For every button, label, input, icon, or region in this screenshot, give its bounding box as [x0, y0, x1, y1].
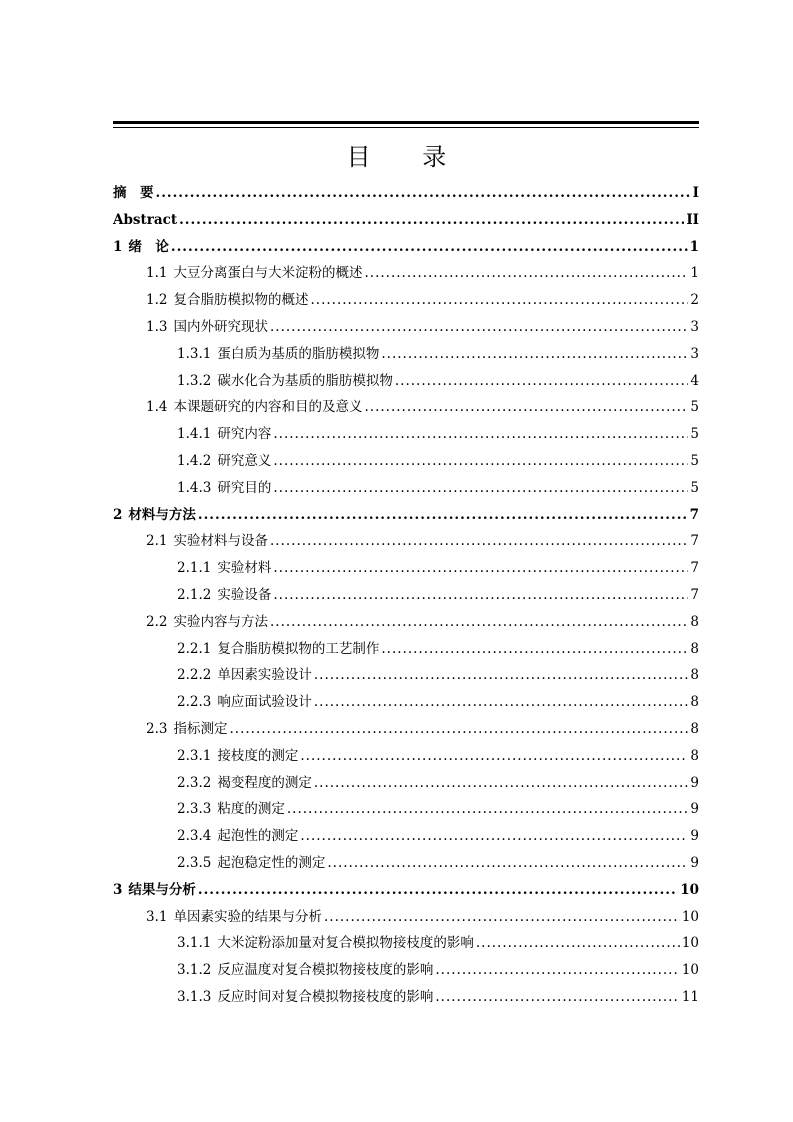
toc-entry-number: 2.2.1: [177, 640, 212, 657]
toc-entry-page-number: 2: [690, 292, 699, 309]
toc-dot-leader: [314, 665, 689, 685]
toc-entry-title: 研究意义: [217, 453, 272, 469]
toc-entry-title: 大豆分离蛋白与大米淀粉的概述: [173, 265, 363, 282]
toc-entry[interactable]: [113, 210, 699, 230]
toc-entry-title: 复合脂肪模拟物的工艺制作: [217, 640, 380, 657]
toc-dot-leader: [270, 531, 688, 551]
toc-entry[interactable]: [113, 505, 699, 525]
toc-entry-page-number: 3: [690, 345, 699, 362]
toc-entry[interactable]: [113, 183, 699, 203]
toc-dot-leader: [287, 799, 689, 819]
toc-entry-title: 实验材料: [217, 560, 272, 577]
toc-entry[interactable]: [177, 960, 699, 980]
toc-entry-page-number: I: [692, 185, 699, 201]
toc-entry[interactable]: [177, 773, 699, 793]
toc-entry[interactable]: [146, 263, 699, 283]
toc-entry-number: 1.1: [146, 265, 168, 282]
toc-dot-leader: [381, 344, 688, 364]
toc-entry[interactable]: [177, 853, 699, 873]
toc-entry-title: 反应温度对复合模拟物接枝度的影响: [217, 962, 434, 979]
toc-entry-number: 1.4.2: [177, 453, 212, 469]
toc-entry-title: 国内外研究现状: [173, 319, 268, 335]
toc-entry-title: 单因素实验的结果与分析: [173, 908, 322, 925]
toc-entry[interactable]: [177, 478, 699, 498]
toc-entry-page-number: 8: [690, 694, 699, 711]
toc-entry-title: 复合脂肪模拟物的概述: [173, 292, 309, 309]
toc-entry[interactable]: [146, 317, 699, 337]
toc-entry-title: 指标测定: [173, 721, 228, 737]
toc-entry[interactable]: [177, 746, 699, 766]
toc-entry-number: 1.3: [146, 319, 168, 335]
toc-entry[interactable]: [146, 397, 699, 417]
toc-entry-page-number: 8: [690, 747, 699, 764]
toc-entry-title: 摘 要: [113, 185, 154, 201]
toc-entry-number: 2: [113, 506, 123, 523]
toc-dot-leader: [273, 558, 688, 578]
toc-entry[interactable]: [113, 237, 699, 257]
toc-dot-leader: [435, 960, 679, 980]
toc-entry-page-number: 8: [690, 721, 699, 737]
toc-dot-leader: [395, 371, 689, 391]
toc-entry-number: 2.3.4: [177, 828, 212, 845]
toc-dot-leader: [179, 210, 684, 230]
toc-entry-number: 2.3: [146, 721, 168, 737]
toc-entry-page-number: 8: [690, 613, 699, 630]
toc-entry-number: 2.3.2: [177, 774, 212, 791]
toc-entry-page-number: 5: [690, 426, 699, 443]
toc-entry-title: 褐变程度的测定: [217, 774, 312, 791]
toc-entry-page-number: 11: [681, 989, 699, 1005]
toc-entry-title: 研究内容: [217, 426, 272, 443]
toc-entry-number: 2.2: [146, 613, 168, 630]
toc-entry-title: 绪 论: [128, 238, 169, 255]
toc-entry-number: 1: [113, 238, 123, 255]
toc-dot-leader: [381, 639, 688, 659]
toc-entry-title: 碳水化合为基质的脂肪模拟物: [217, 372, 393, 389]
toc-entry[interactable]: [146, 612, 699, 632]
toc-dot-leader: [327, 853, 688, 873]
toc-dot-leader: [300, 826, 688, 846]
toc-entry-number: 2.1.1: [177, 560, 212, 577]
toc-dot-leader: [314, 773, 689, 793]
toc-entry-number: 3.1.1: [177, 935, 212, 952]
toc-entry-title: 实验设备: [217, 587, 272, 603]
toc-entry-title: 单因素实验设计: [217, 667, 312, 684]
toc-entry-page-number: 7: [690, 560, 699, 577]
toc-entry-page-number: 10: [681, 962, 699, 979]
toc-entry-page-number: 9: [690, 774, 699, 791]
toc-entry[interactable]: [177, 371, 699, 391]
toc-dot-leader: [476, 933, 680, 953]
toc-entry-number: 2.2.2: [177, 667, 212, 684]
toc-entry-title: 实验内容与方法: [173, 613, 268, 630]
toc-entry-number: 2.3.3: [177, 801, 212, 818]
toc-dot-leader: [273, 451, 688, 471]
toc-entry-page-number: 10: [680, 881, 699, 898]
toc-entry-page-number: 5: [690, 399, 699, 416]
toc-dot-leader: [198, 880, 678, 900]
toc-entry-number: 1.4.3: [177, 479, 212, 496]
page-title: 目 录: [346, 143, 469, 171]
toc-entry-number: 1.2: [146, 292, 168, 309]
toc-entry-number: 1.4.1: [177, 426, 212, 443]
toc-entry[interactable]: [177, 451, 699, 471]
toc-entry-number: 2.1: [146, 533, 168, 550]
toc-entry-page-number: 1: [690, 265, 699, 282]
toc-entry-number: 2.3.5: [177, 855, 212, 871]
toc-entry-title: 大米淀粉添加量对复合模拟物接枝度的影响: [217, 935, 474, 952]
toc-entry[interactable]: [177, 665, 699, 685]
toc-entry-number: 1.3.1: [177, 345, 212, 362]
toc-entry[interactable]: [177, 826, 699, 846]
toc-entry-title: 起泡性的测定: [217, 828, 299, 845]
toc-entry-number: 1.3.2: [177, 372, 212, 389]
toc-entry[interactable]: [177, 344, 699, 364]
toc-dot-leader: [270, 612, 688, 632]
header-rule-thin: [113, 127, 699, 128]
toc-entry-title: 结果与分析: [128, 881, 196, 898]
toc-entry-page-number: 10: [681, 908, 699, 925]
toc-entry-page-number: 7: [690, 587, 699, 603]
toc-entry-page-number: 8: [690, 640, 699, 657]
header-rule-thick: [113, 121, 699, 124]
toc-entry[interactable]: [177, 585, 699, 605]
toc-entry[interactable]: [146, 719, 699, 739]
toc-dot-leader: [300, 746, 688, 766]
toc-entry-page-number: 5: [690, 479, 699, 496]
toc-entry-page-number: 5: [690, 453, 699, 469]
toc-dot-leader: [229, 719, 688, 739]
toc-entry[interactable]: [177, 987, 699, 1007]
toc-dot-leader: [364, 263, 688, 283]
toc-entry-page-number: 1: [689, 238, 699, 255]
toc-entry-title: 实验材料与设备: [173, 533, 268, 550]
toc-dot-leader: [314, 692, 689, 712]
toc-dot-leader: [273, 478, 688, 498]
toc-entry-number: 2.2.3: [177, 694, 212, 711]
toc-entry-title: 起泡稳定性的测定: [217, 855, 326, 871]
toc-entry-title: 粘度的测定: [217, 801, 285, 818]
toc-entry[interactable]: [177, 933, 699, 953]
toc-entry-page-number: 7: [690, 533, 699, 550]
toc-dot-leader: [310, 290, 688, 310]
toc-dot-leader: [435, 987, 679, 1007]
toc-entry[interactable]: [146, 531, 699, 551]
toc-entry-title: 本课题研究的内容和目的及意义: [173, 399, 363, 416]
toc-dot-leader: [198, 505, 688, 525]
toc-dot-leader: [324, 907, 680, 927]
toc-entry-page-number: 9: [690, 801, 699, 818]
toc-entry-page-number: 7: [689, 506, 699, 523]
toc-entry-title: 反应时间对复合模拟物接枝度的影响: [217, 989, 434, 1005]
toc-dot-leader: [156, 183, 691, 203]
toc-entry-title: 材料与方法: [128, 506, 196, 523]
toc-entry-page-number: II: [686, 211, 699, 228]
toc-entry-title: Abstract: [113, 211, 178, 228]
toc-entry-number: 3: [113, 881, 123, 898]
toc-entry-title: 蛋白质为基质的脂肪模拟物: [217, 345, 380, 362]
toc-entry[interactable]: [177, 558, 699, 578]
toc-entry-number: 2.3.1: [177, 747, 212, 764]
toc-entry[interactable]: [146, 907, 699, 927]
toc-entry[interactable]: [177, 692, 699, 712]
toc-entry[interactable]: [177, 424, 699, 444]
toc-entry-page-number: 4: [690, 372, 699, 389]
toc-entry[interactable]: [146, 290, 699, 310]
toc-entry[interactable]: [177, 799, 699, 819]
toc-dot-leader: [364, 397, 688, 417]
toc-dot-leader: [273, 424, 688, 444]
toc-dot-leader: [171, 237, 688, 257]
toc-entry-title: 响应面试验设计: [217, 694, 312, 711]
toc-entry-title: 研究目的: [217, 479, 272, 496]
toc-entry-page-number: 8: [690, 667, 699, 684]
toc-dot-leader: [270, 317, 688, 337]
toc-entry[interactable]: [113, 880, 699, 900]
toc-entry-page-number: 3: [690, 319, 699, 335]
toc-dot-leader: [273, 585, 688, 605]
toc-entry-title: 接枝度的测定: [217, 747, 299, 764]
toc-entry-number: 3.1.3: [177, 989, 212, 1005]
toc-entry-page-number: 10: [681, 935, 699, 952]
toc-entry[interactable]: [177, 639, 699, 659]
toc-entry-number: 1.4: [146, 399, 168, 416]
toc-entry-page-number: 9: [690, 855, 699, 871]
toc-entry-page-number: 9: [690, 828, 699, 845]
toc-entry-number: 3.1.2: [177, 962, 212, 979]
toc-entry-number: 3.1: [146, 908, 168, 925]
toc-entry-number: 2.1.2: [177, 587, 212, 603]
